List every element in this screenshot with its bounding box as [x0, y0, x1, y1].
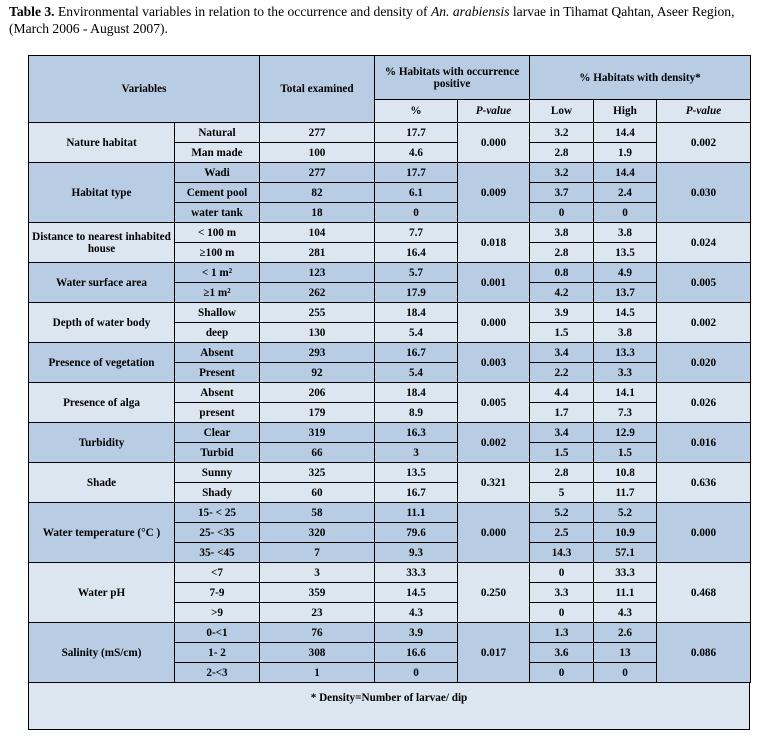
table-row [29, 383, 751, 403]
density-low-cell: 14.3 [530, 543, 594, 563]
density-pvalue-cell: 0.468 [657, 563, 751, 623]
category-label: 35- <45 [175, 543, 260, 563]
table-caption [9, 3, 764, 37]
category-label: Cement pool [175, 183, 260, 203]
density-high-cell: 13.3 [594, 343, 657, 363]
table-body [29, 123, 751, 683]
occurrence-percent-cell: 5.4 [375, 323, 458, 343]
caption-species: An. arabiensis [430, 4, 510, 19]
header-low: Low [530, 100, 594, 123]
density-high-cell: 1.5 [594, 443, 657, 463]
density-low-cell: 2.5 [530, 523, 594, 543]
table-row [29, 263, 751, 283]
density-low-cell: 1.7 [530, 403, 594, 423]
density-high-cell: 4.3 [594, 603, 657, 623]
density-low-cell: 5 [530, 483, 594, 503]
total-examined-cell: 359 [260, 583, 375, 603]
category-label: Shallow [175, 303, 260, 323]
occurrence-percent-cell: 4.3 [375, 603, 458, 623]
occurrence-pvalue-cell: 0.018 [458, 223, 530, 263]
density-pvalue-cell: 0.002 [657, 123, 751, 163]
total-examined-cell: 130 [260, 323, 375, 343]
category-label: 7-9 [175, 583, 260, 603]
occurrence-percent-cell: 3 [375, 443, 458, 463]
total-examined-cell: 262 [260, 283, 375, 303]
occurrence-percent-cell: 16.7 [375, 343, 458, 363]
occurrence-percent-cell: 16.3 [375, 423, 458, 443]
density-high-cell: 10.9 [594, 523, 657, 543]
variable-name: Salinity (mS/cm) [29, 623, 175, 683]
total-examined-cell: 179 [260, 403, 375, 423]
density-high-cell: 13.5 [594, 243, 657, 263]
density-high-cell: 13.7 [594, 283, 657, 303]
total-examined-cell: 281 [260, 243, 375, 263]
occurrence-percent-cell: 4.6 [375, 143, 458, 163]
caption-label: Table 3. [9, 4, 55, 19]
total-examined-cell: 100 [260, 143, 375, 163]
header-occurrence: % Habitats with occurrence positive [375, 56, 530, 100]
density-low-cell: 0 [530, 203, 594, 223]
density-high-cell: 11.1 [594, 583, 657, 603]
variable-name: Shade [29, 463, 175, 503]
total-examined-cell: 60 [260, 483, 375, 503]
occurrence-percent-cell: 0 [375, 203, 458, 223]
total-examined-cell: 1 [260, 663, 375, 683]
category-label: Present [175, 363, 260, 383]
density-low-cell: 0 [530, 563, 594, 583]
occurrence-pvalue-cell: 0.250 [458, 563, 530, 623]
occurrence-pvalue-cell: 0.001 [458, 263, 530, 303]
total-examined-cell: 3 [260, 563, 375, 583]
occurrence-percent-cell: 9.3 [375, 543, 458, 563]
density-low-cell: 0 [530, 603, 594, 623]
density-low-cell: 1.3 [530, 623, 594, 643]
total-examined-cell: 23 [260, 603, 375, 623]
occurrence-percent-cell: 7.7 [375, 223, 458, 243]
header-pvalue-occurrence: P-value [458, 100, 530, 123]
occurrence-percent-cell: 16.4 [375, 243, 458, 263]
occurrence-percent-cell: 11.1 [375, 503, 458, 523]
header-variables: Variables [29, 56, 260, 123]
category-label: Absent [175, 343, 260, 363]
density-pvalue-cell: 0.016 [657, 423, 751, 463]
density-pvalue-cell: 0.024 [657, 223, 751, 263]
total-examined-cell: 325 [260, 463, 375, 483]
variable-name: Turbidity [29, 423, 175, 463]
occurrence-pvalue-cell: 0.321 [458, 463, 530, 503]
occurrence-pvalue-cell: 0.000 [458, 503, 530, 563]
category-label: Turbid [175, 443, 260, 463]
density-low-cell: 1.5 [530, 323, 594, 343]
density-high-cell: 7.3 [594, 403, 657, 423]
total-examined-cell: 58 [260, 503, 375, 523]
density-high-cell: 3.8 [594, 323, 657, 343]
occurrence-percent-cell: 8.9 [375, 403, 458, 423]
occurrence-percent-cell: 33.3 [375, 563, 458, 583]
density-high-cell: 14.4 [594, 163, 657, 183]
occurrence-percent-cell: 14.5 [375, 583, 458, 603]
total-examined-cell: 308 [260, 643, 375, 663]
category-label: Absent [175, 383, 260, 403]
density-low-cell: 3.4 [530, 423, 594, 443]
category-label: Wadi [175, 163, 260, 183]
occurrence-pvalue-cell: 0.009 [458, 163, 530, 223]
occurrence-percent-cell: 79.6 [375, 523, 458, 543]
density-pvalue-cell: 0.030 [657, 163, 751, 223]
occurrence-percent-cell: 17.7 [375, 163, 458, 183]
density-pvalue-cell: 0.005 [657, 263, 751, 303]
total-examined-cell: 293 [260, 343, 375, 363]
occurrence-pvalue-cell: 0.002 [458, 423, 530, 463]
category-label: present [175, 403, 260, 423]
header-total-examined: Total examined [260, 56, 375, 123]
variable-name: Habitat type [29, 163, 175, 223]
density-pvalue-cell: 0.086 [657, 623, 751, 683]
header-row-1 [29, 56, 751, 100]
occurrence-percent-cell: 17.9 [375, 283, 458, 303]
density-low-cell: 2.8 [530, 463, 594, 483]
density-low-cell: 1.5 [530, 443, 594, 463]
table-row [29, 343, 751, 363]
density-low-cell: 2.2 [530, 363, 594, 383]
total-examined-cell: 206 [260, 383, 375, 403]
variable-name: Water surface area [29, 263, 175, 303]
density-high-cell: 2.4 [594, 183, 657, 203]
occurrence-percent-cell: 16.6 [375, 643, 458, 663]
occurrence-pvalue-cell: 0.003 [458, 343, 530, 383]
density-high-cell: 0 [594, 203, 657, 223]
variable-name: Water pH [29, 563, 175, 623]
category-label: 0-<1 [175, 623, 260, 643]
total-examined-cell: 277 [260, 123, 375, 143]
density-low-cell: 3.4 [530, 343, 594, 363]
occurrence-percent-cell: 0 [375, 663, 458, 683]
table-row [29, 163, 751, 183]
occurrence-percent-cell: 18.4 [375, 383, 458, 403]
density-high-cell: 14.5 [594, 303, 657, 323]
occurrence-pvalue-cell: 0.005 [458, 383, 530, 423]
category-label: Shady [175, 483, 260, 503]
density-low-cell: 5.2 [530, 503, 594, 523]
table-row [29, 223, 751, 243]
header-pvalue-density: P-value [657, 100, 751, 123]
footnote: * Density=Number of larvae/ dip [310, 692, 468, 704]
density-low-cell: 4.4 [530, 383, 594, 403]
category-label: deep [175, 323, 260, 343]
total-examined-cell: 104 [260, 223, 375, 243]
occurrence-percent-cell: 17.7 [375, 123, 458, 143]
occurrence-percent-cell: 13.5 [375, 463, 458, 483]
category-label: ≥100 m [175, 243, 260, 263]
occurrence-percent-cell: 6.1 [375, 183, 458, 203]
category-label: 15- < 25 [175, 503, 260, 523]
category-label: Sunny [175, 463, 260, 483]
caption-text-b: larvae in Tihamat Qahtan, Aseer Region, (March 2006 - August 2007). [9, 4, 735, 36]
density-high-cell: 5.2 [594, 503, 657, 523]
density-high-cell: 2.6 [594, 623, 657, 643]
density-high-cell: 10.8 [594, 463, 657, 483]
variable-name: Presence of vegetation [29, 343, 175, 383]
category-label: ≥1 m² [175, 283, 260, 303]
total-examined-cell: 255 [260, 303, 375, 323]
category-label: Clear [175, 423, 260, 443]
data-table [28, 55, 751, 683]
density-high-cell: 57.1 [594, 543, 657, 563]
total-examined-cell: 66 [260, 443, 375, 463]
total-examined-cell: 7 [260, 543, 375, 563]
table-row [29, 123, 751, 143]
total-examined-cell: 319 [260, 423, 375, 443]
category-label: < 1 m² [175, 263, 260, 283]
occurrence-pvalue-cell: 0.000 [458, 303, 530, 343]
occurrence-percent-cell: 3.9 [375, 623, 458, 643]
category-label: >9 [175, 603, 260, 623]
table-row [29, 623, 751, 643]
density-high-cell: 14.1 [594, 383, 657, 403]
density-pvalue-cell: 0.000 [657, 503, 751, 563]
density-low-cell: 3.2 [530, 163, 594, 183]
caption-text-a: Environmental variables in relation to the occurrence and density of [54, 4, 431, 19]
density-low-cell: 3.2 [530, 123, 594, 143]
variable-name: Distance to nearest inhabited house [29, 223, 175, 263]
density-low-cell: 0.8 [530, 263, 594, 283]
occurrence-percent-cell: 5.4 [375, 363, 458, 383]
category-label: 25- <35 [175, 523, 260, 543]
density-low-cell: 2.8 [530, 243, 594, 263]
header-high: High [594, 100, 657, 123]
occurrence-pvalue-cell: 0.017 [458, 623, 530, 683]
variable-name: Water temperature (°C ) [29, 503, 175, 563]
variable-name: Nature habitat [29, 123, 175, 163]
total-examined-cell: 82 [260, 183, 375, 203]
density-low-cell: 3.9 [530, 303, 594, 323]
category-label: <7 [175, 563, 260, 583]
total-examined-cell: 277 [260, 163, 375, 183]
density-pvalue-cell: 0.636 [657, 463, 751, 503]
density-pvalue-cell: 0.002 [657, 303, 751, 343]
density-high-cell: 0 [594, 663, 657, 683]
density-low-cell: 3.8 [530, 223, 594, 243]
header-percent: % [375, 100, 458, 123]
density-high-cell: 14.4 [594, 123, 657, 143]
density-high-cell: 4.9 [594, 263, 657, 283]
occurrence-pvalue-cell: 0.000 [458, 123, 530, 163]
density-low-cell: 4.2 [530, 283, 594, 303]
category-label: water tank [175, 203, 260, 223]
total-examined-cell: 76 [260, 623, 375, 643]
category-label: < 100 m [175, 223, 260, 243]
category-label: Natural [175, 123, 260, 143]
variable-name: Presence of alga [29, 383, 175, 423]
density-high-cell: 1.9 [594, 143, 657, 163]
density-high-cell: 13 [594, 643, 657, 663]
category-label: Man made [175, 143, 260, 163]
density-pvalue-cell: 0.026 [657, 383, 751, 423]
table-row [29, 503, 751, 523]
total-examined-cell: 18 [260, 203, 375, 223]
total-examined-cell: 92 [260, 363, 375, 383]
category-label: 1- 2 [175, 643, 260, 663]
density-high-cell: 11.7 [594, 483, 657, 503]
density-low-cell: 3.6 [530, 643, 594, 663]
occurrence-percent-cell: 18.4 [375, 303, 458, 323]
table-row [29, 463, 751, 483]
occurrence-percent-cell: 5.7 [375, 263, 458, 283]
total-examined-cell: 123 [260, 263, 375, 283]
table-row [29, 303, 751, 323]
density-high-cell: 12.9 [594, 423, 657, 443]
density-pvalue-cell: 0.020 [657, 343, 751, 383]
density-high-cell: 3.3 [594, 363, 657, 383]
category-label: 2-<3 [175, 663, 260, 683]
total-examined-cell: 320 [260, 523, 375, 543]
variable-name: Depth of water body [29, 303, 175, 343]
header-density: % Habitats with density* [530, 56, 751, 100]
density-low-cell: 2.8 [530, 143, 594, 163]
density-low-cell: 3.3 [530, 583, 594, 603]
density-high-cell: 33.3 [594, 563, 657, 583]
table-row [29, 423, 751, 443]
density-low-cell: 0 [530, 663, 594, 683]
occurrence-percent-cell: 16.7 [375, 483, 458, 503]
density-low-cell: 3.7 [530, 183, 594, 203]
table-row [29, 563, 751, 583]
density-high-cell: 3.8 [594, 223, 657, 243]
